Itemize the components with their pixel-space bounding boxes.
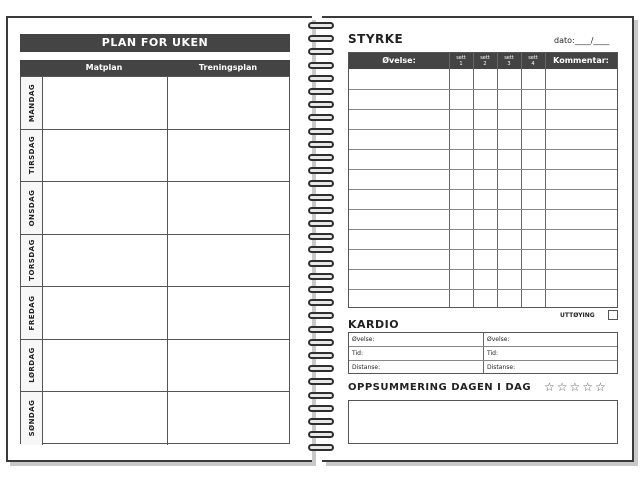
- column-divider: [167, 235, 168, 287]
- day-row: [21, 287, 289, 340]
- day-cell: [21, 287, 43, 339]
- day-label: TORSDAG: [27, 239, 36, 282]
- left-page: [6, 16, 312, 462]
- spiral-ring: [308, 378, 334, 385]
- spiral-ring: [308, 405, 334, 412]
- spiral-ring: [308, 22, 334, 29]
- set-label: sett: [480, 55, 490, 61]
- day-cell: [21, 235, 43, 287]
- day-label: MANDAG: [27, 83, 36, 122]
- day-label: FREDAG: [27, 295, 36, 331]
- spiral-ring: [308, 35, 334, 42]
- summary-box: [348, 400, 618, 444]
- stretch-label: UTTØYING: [560, 312, 595, 319]
- header-exercise: Øvelse:: [382, 56, 416, 65]
- strength-table-header: [349, 53, 617, 69]
- spiral-ring: [308, 339, 334, 346]
- date-field: dato:____/____: [554, 36, 610, 45]
- day-label: TIRSDAG: [27, 136, 36, 175]
- spiral-ring: [308, 75, 334, 82]
- day-row: [21, 77, 289, 130]
- row-divider: [349, 360, 617, 361]
- spiral-binding: [306, 18, 336, 462]
- spiral-ring: [308, 141, 334, 148]
- day-cell: [21, 340, 43, 392]
- cardio-distance-label: Distanse:: [352, 364, 381, 371]
- day-row: [21, 182, 289, 235]
- set-label: sett: [528, 55, 538, 61]
- set-number: 2: [483, 61, 487, 67]
- spiral-ring: [308, 299, 334, 306]
- stretch-checkbox[interactable]: [608, 310, 618, 320]
- row-divider: [349, 109, 617, 110]
- row-divider: [349, 249, 617, 250]
- header-set-1: [449, 53, 473, 69]
- set-label: sett: [504, 55, 514, 61]
- row-divider: [349, 289, 617, 290]
- spiral-ring: [308, 286, 334, 293]
- styrke-title: STYRKE: [348, 32, 404, 46]
- day-cell: [21, 130, 43, 182]
- day-label: SØNDAG: [27, 399, 36, 437]
- column-divider: [167, 182, 168, 234]
- cardio-exercise-label: Øvelse:: [487, 336, 510, 343]
- row-divider: [349, 189, 617, 190]
- day-row: [21, 340, 289, 393]
- header-set-2: [473, 53, 497, 69]
- column-divider: [167, 287, 168, 339]
- column-divider: [167, 340, 168, 392]
- row-divider: [349, 169, 617, 170]
- spiral-ring: [308, 418, 334, 425]
- column-header-matplan: Matplan: [85, 63, 123, 72]
- header-set-3: [497, 53, 521, 69]
- set-number: 3: [507, 61, 511, 67]
- spiral-ring: [308, 392, 334, 399]
- spiral-ring: [308, 128, 334, 135]
- cardio-time-label: Tid:: [487, 350, 498, 357]
- cardio-time-label: Tid:: [352, 350, 363, 357]
- set-number: 1: [459, 61, 463, 67]
- set-number: 4: [531, 61, 535, 67]
- spiral-ring: [308, 233, 334, 240]
- spiral-ring: [308, 48, 334, 55]
- row-divider: [349, 269, 617, 270]
- spiral-ring: [308, 194, 334, 201]
- row-divider: [349, 129, 617, 130]
- column-divider: [167, 77, 168, 129]
- spiral-ring: [308, 154, 334, 161]
- day-row: [21, 392, 289, 445]
- week-plan-grid: [20, 76, 290, 444]
- spiral-ring: [308, 62, 334, 69]
- spiral-ring: [308, 312, 334, 319]
- star-rating-icon[interactable]: ☆☆☆☆☆: [544, 380, 608, 394]
- day-row: [21, 130, 289, 183]
- spiral-ring: [308, 260, 334, 267]
- row-divider: [349, 209, 617, 210]
- header-set-4: [521, 53, 545, 69]
- row-divider: [349, 346, 617, 347]
- spiral-ring: [308, 101, 334, 108]
- cardio-distance-label: Distanse:: [487, 364, 516, 371]
- spiral-ring: [308, 180, 334, 187]
- row-divider: [349, 229, 617, 230]
- column-header-treningsplan: Treningsplan: [198, 63, 258, 72]
- cardio-exercise-label: Øvelse:: [352, 336, 375, 343]
- cardio-table: [348, 332, 618, 374]
- spiral-ring: [308, 207, 334, 214]
- row-divider: [349, 149, 617, 150]
- plan-title: PLAN FOR UKEN: [20, 34, 290, 52]
- spiral-ring: [308, 220, 334, 227]
- day-row: [21, 235, 289, 288]
- strength-table: [348, 52, 618, 308]
- spiral-ring: [308, 88, 334, 95]
- spiral-ring: [308, 431, 334, 438]
- row-divider: [349, 89, 617, 90]
- set-label: sett: [456, 55, 466, 61]
- plan-header: [20, 60, 290, 76]
- spiral-ring: [308, 444, 334, 451]
- spiral-ring: [308, 246, 334, 253]
- spiral-ring: [308, 365, 334, 372]
- spiral-ring: [308, 167, 334, 174]
- day-cell: [21, 182, 43, 234]
- day-cell: [21, 392, 43, 445]
- column-divider: [167, 392, 168, 445]
- day-label: LØRDAG: [27, 347, 36, 384]
- spiral-ring: [308, 114, 334, 121]
- kardio-title: KARDIO: [348, 318, 400, 331]
- header-comment: Kommentar:: [553, 56, 609, 65]
- spiral-ring: [308, 326, 334, 333]
- day-cell: [21, 77, 43, 129]
- right-page: [322, 16, 634, 462]
- spiral-ring: [308, 352, 334, 359]
- column-divider: [167, 130, 168, 182]
- day-label: ONSDAG: [27, 189, 36, 227]
- spiral-ring: [308, 273, 334, 280]
- summary-title: OPPSUMMERING DAGEN I DAG: [348, 382, 532, 393]
